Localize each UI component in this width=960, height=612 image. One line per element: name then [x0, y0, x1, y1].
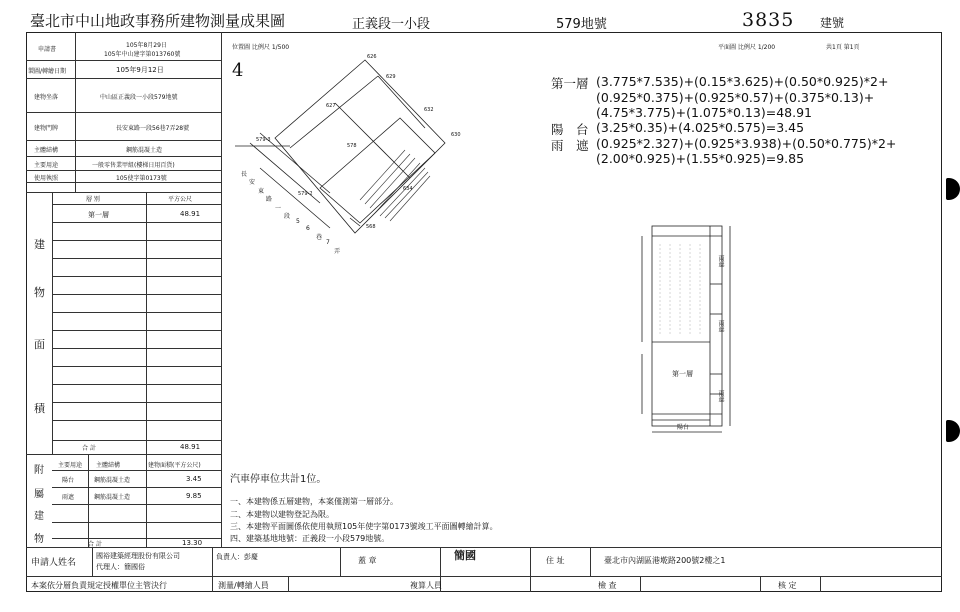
- floor-plan-canopy-label: 雨遮: [717, 320, 724, 332]
- annex-vertical-3: 建: [34, 511, 44, 522]
- subtotal-label: 合 計: [82, 445, 96, 452]
- note-item: 一、本建物係五層建物，本案僅測第一層部分。: [230, 497, 398, 506]
- reviewer-label: 複算人員: [410, 581, 442, 590]
- door-label: 建物門牌: [34, 125, 59, 132]
- north-arrow: 4: [232, 60, 244, 81]
- annex-col-area: 建物面積(平方公尺): [148, 462, 201, 469]
- calc-line: (0.925*0.375)+(0.925*0.57)+(0.375*0.13)+: [596, 90, 875, 105]
- annex-vertical-4: 物: [34, 534, 44, 545]
- permit-value: 105使字第0173號: [116, 175, 167, 182]
- parking-note: 汽車停車位共計1位。: [230, 474, 327, 485]
- building-number-value: 3835: [742, 9, 795, 31]
- applicant-no-label: 申請書: [38, 46, 57, 53]
- area-vertical-1: 建: [34, 238, 45, 251]
- site-lot-579-3: 579-3: [256, 137, 271, 143]
- seal-label: 蓋 章: [358, 556, 377, 565]
- checker-label: 檢 查: [598, 581, 617, 590]
- annex-row-area: 3.45: [186, 475, 202, 483]
- building-number-label: 建號: [820, 16, 845, 30]
- first-floor-value: 48.91: [180, 210, 201, 218]
- usage-value: 一般零售業甲組(樓梯日用百貨): [92, 162, 175, 169]
- seal-stamp: 簡國: [454, 549, 476, 562]
- road-char: 7: [326, 239, 330, 246]
- road-char: 路: [266, 196, 273, 203]
- road-char: 弄: [334, 248, 341, 255]
- site-plan-label: 位置圖 比例尺 1/500: [232, 44, 290, 51]
- site-plan-drawing: [230, 48, 470, 258]
- area-col-sqm: 平方公尺: [168, 196, 193, 203]
- site-lot-629: 629: [386, 74, 396, 80]
- annex-row-structure: 鋼筋混凝土造: [94, 477, 131, 484]
- floor-plan-canopy-label: 雨遮: [717, 390, 724, 402]
- document-title: 臺北市中山地政事務所建物測量成果圖: [30, 12, 286, 30]
- calc-line: (2.00*0.925)+(1.55*0.925)=9.85: [596, 151, 805, 166]
- annex-row-structure: 鋼筋混凝土造: [94, 494, 131, 501]
- surveyor-label: 測量/轉繪人員: [218, 581, 269, 590]
- road-char: 安: [249, 179, 256, 186]
- door-value: 長安東路一段56巷7弄28號: [116, 125, 190, 132]
- floor-plan-room-label: 第一層: [672, 370, 693, 378]
- structure-value: 鋼筋混凝土造: [126, 147, 163, 154]
- site-lot-578: 578: [347, 143, 357, 149]
- calc-line: (3.25*0.35)+(4.025*0.575)=3.45: [596, 120, 805, 135]
- annex-row-area: 9.85: [186, 492, 202, 500]
- location-label: 建物坐落: [34, 94, 59, 101]
- site-lot-632: 632: [424, 107, 434, 113]
- calc-label-canopy: 雨 遮: [551, 138, 589, 153]
- note-item: 四、建築基地地號：正義段一小段579地號。: [230, 534, 390, 543]
- calc-line: (4.75*3.775)+(1.075*0.13)=48.91: [596, 105, 812, 120]
- annex-total-value: 13.30: [182, 539, 203, 547]
- site-lot-630: 630: [451, 132, 461, 138]
- area-vertical-2: 物: [34, 286, 45, 299]
- site-lot-626: 626: [367, 54, 377, 60]
- road-char: 巷: [316, 234, 323, 241]
- register-date-label: 製圖/轉繪日期: [28, 68, 67, 75]
- calc-label-first-floor: 第一層: [551, 76, 589, 91]
- area-col-floor: 層 別: [86, 196, 100, 203]
- site-lot-634: 634: [403, 186, 413, 192]
- area-vertical-3: 面: [34, 338, 45, 351]
- note-item: 二、本建物以建物登記為限。: [230, 510, 334, 519]
- annex-col-usage: 主要用途: [58, 462, 83, 469]
- floor-plan-label: 平面圖 比例尺 1/200: [718, 44, 776, 51]
- road-char: 一: [275, 205, 282, 212]
- sheet-number: 共1頁 第1頁: [826, 44, 860, 51]
- annex-vertical-1: 附: [34, 465, 44, 476]
- applicant-company: 國裕建築經理股份有限公司: [96, 552, 180, 560]
- location-value: 中山區正義段一小段579地號: [100, 94, 178, 101]
- floor-plan-canopy-label: 雨遮: [717, 255, 724, 267]
- punch-hole-mark: [946, 420, 960, 442]
- applicant-label: 申請人姓名: [31, 558, 77, 568]
- calc-line: (3.775*7.535)+(0.15*3.625)+(0.50*0.925)*2+: [596, 74, 889, 89]
- site-lot-627: 627: [326, 103, 336, 109]
- road-char: 5: [296, 218, 300, 225]
- annex-col-structure: 主體結構: [96, 462, 121, 469]
- address-value: 臺北市內湖區港墘路200號2樓之1: [604, 556, 726, 565]
- left-table-border: [221, 32, 222, 547]
- note-item: 三、本建物平面圖係依使用執照105年使字第0173號竣工平面圖轉繪計算。: [230, 522, 498, 531]
- usage-label: 主要用途: [34, 162, 59, 169]
- road-char: 東: [258, 188, 265, 195]
- calc-label-balcony: 陽 台: [551, 122, 589, 137]
- annex-row-usage: 雨遮: [62, 494, 75, 501]
- approver-label: 核 定: [778, 581, 797, 590]
- subtotal-value: 48.91: [180, 443, 201, 451]
- disclaimer: 本案依分層負責規定授權單位主管決行: [31, 581, 167, 590]
- annex-vertical-2: 屬: [34, 489, 44, 500]
- calc-line: (0.925*2.327)+(0.925*3.938)+(0.50*0.775)*2+: [596, 136, 897, 151]
- representative: 負責人：彭慶: [216, 553, 258, 561]
- address-label: 住 址: [546, 556, 565, 565]
- annex-total-label: 合 計: [88, 541, 102, 548]
- lot-number: 579地號: [556, 17, 607, 32]
- site-lot-568: 568: [366, 224, 376, 230]
- floor-plan-balcony-label: 陽台: [677, 424, 690, 431]
- road-char: 長: [241, 171, 248, 178]
- register-date-value: 105年9月12日: [116, 66, 164, 74]
- road-char: 6: [306, 225, 310, 232]
- section-name: 正義段一小段: [352, 17, 431, 32]
- structure-label: 主體結構: [34, 147, 59, 154]
- annex-row-usage: 陽台: [62, 477, 75, 484]
- applicant-number: 105年中山建字第013760號: [104, 51, 181, 58]
- road-char: 段: [284, 213, 291, 220]
- first-floor-label: 第一層: [88, 211, 109, 219]
- permit-label: 使用執照: [34, 175, 59, 182]
- applicant-agent: 代理人：簡國俗: [96, 563, 145, 571]
- applicant-date: 105年8月29日: [126, 42, 167, 49]
- area-vertical-4: 積: [34, 402, 45, 415]
- site-lot-579-2: 579-2: [298, 191, 313, 197]
- punch-hole-mark: [946, 178, 960, 200]
